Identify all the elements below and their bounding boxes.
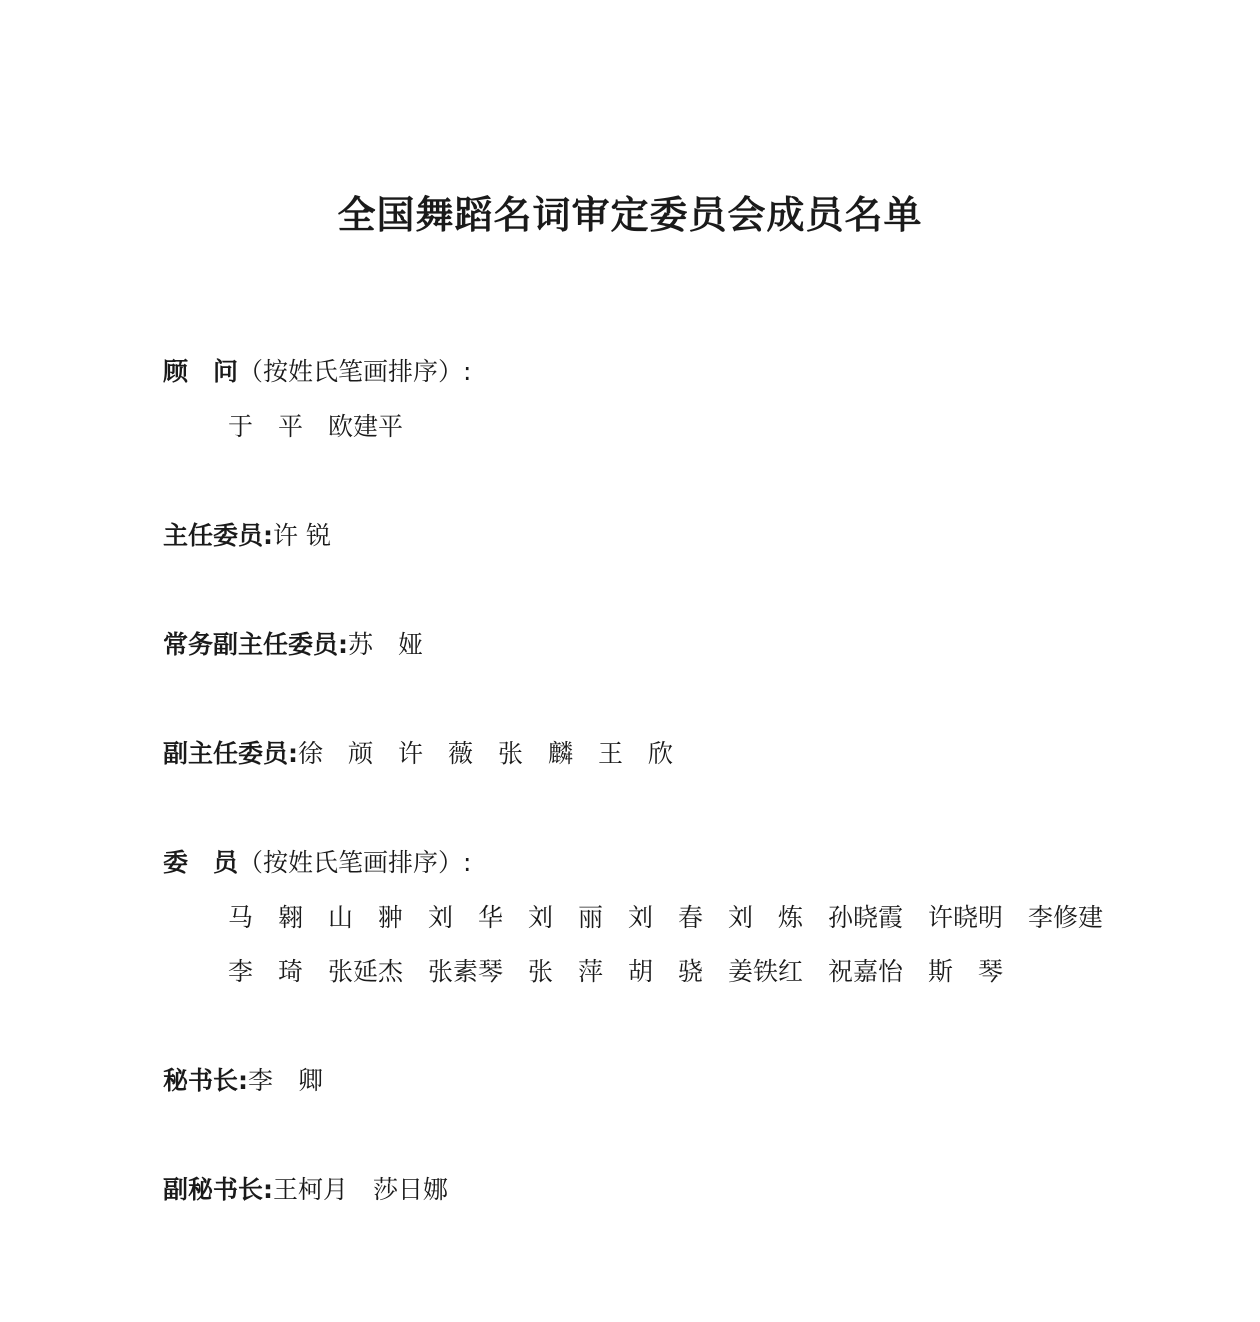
advisors-note: （按姓氏笔画排序）: xyxy=(238,357,472,386)
director-row xyxy=(163,518,331,554)
members-label: 委 员 xyxy=(163,848,239,877)
members-heading xyxy=(163,845,471,881)
executive-deputy-row xyxy=(163,627,423,663)
deputies-row xyxy=(163,736,673,772)
secretary-general-label: 秘书长: xyxy=(163,1066,248,1095)
secretary-general-names: 李 卿 xyxy=(248,1066,324,1095)
deputies-names: 徐 颃 许 薇 张 麟 王 欣 xyxy=(298,739,674,768)
secretary-general-row xyxy=(163,1063,323,1099)
advisors-label: 顾 问 xyxy=(163,357,239,386)
page-title: 全国舞蹈名词审定委员会成员名单 xyxy=(337,193,923,237)
executive-deputy-label: 常务副主任委员: xyxy=(163,630,348,659)
advisors-names: 于 平 欧建平 xyxy=(228,412,404,441)
members-names-line-2: 李 琦 张延杰 张素琴 张 萍 胡 骁 姜铁红 祝嘉怡 斯 琴 xyxy=(228,957,1004,986)
director-label: 主任委员: xyxy=(163,521,273,550)
members-note: （按姓氏笔画排序）: xyxy=(238,848,472,877)
deputy-secretary-general-row xyxy=(163,1172,448,1208)
deputy-secretary-general-label: 副秘书长: xyxy=(163,1175,273,1204)
deputies-label: 副主任委员: xyxy=(163,739,298,768)
deputy-secretary-general-names: 王柯月 莎日娜 xyxy=(273,1175,449,1204)
advisors-heading xyxy=(163,354,471,390)
members-names-line-1: 马 翱 山 翀 刘 华 刘 丽 刘 春 刘 炼 孙晓霞 许晓明 李修建 xyxy=(228,903,1104,932)
executive-deputy-names: 苏 娅 xyxy=(348,630,424,659)
director-names: 许 锐 xyxy=(273,521,331,550)
